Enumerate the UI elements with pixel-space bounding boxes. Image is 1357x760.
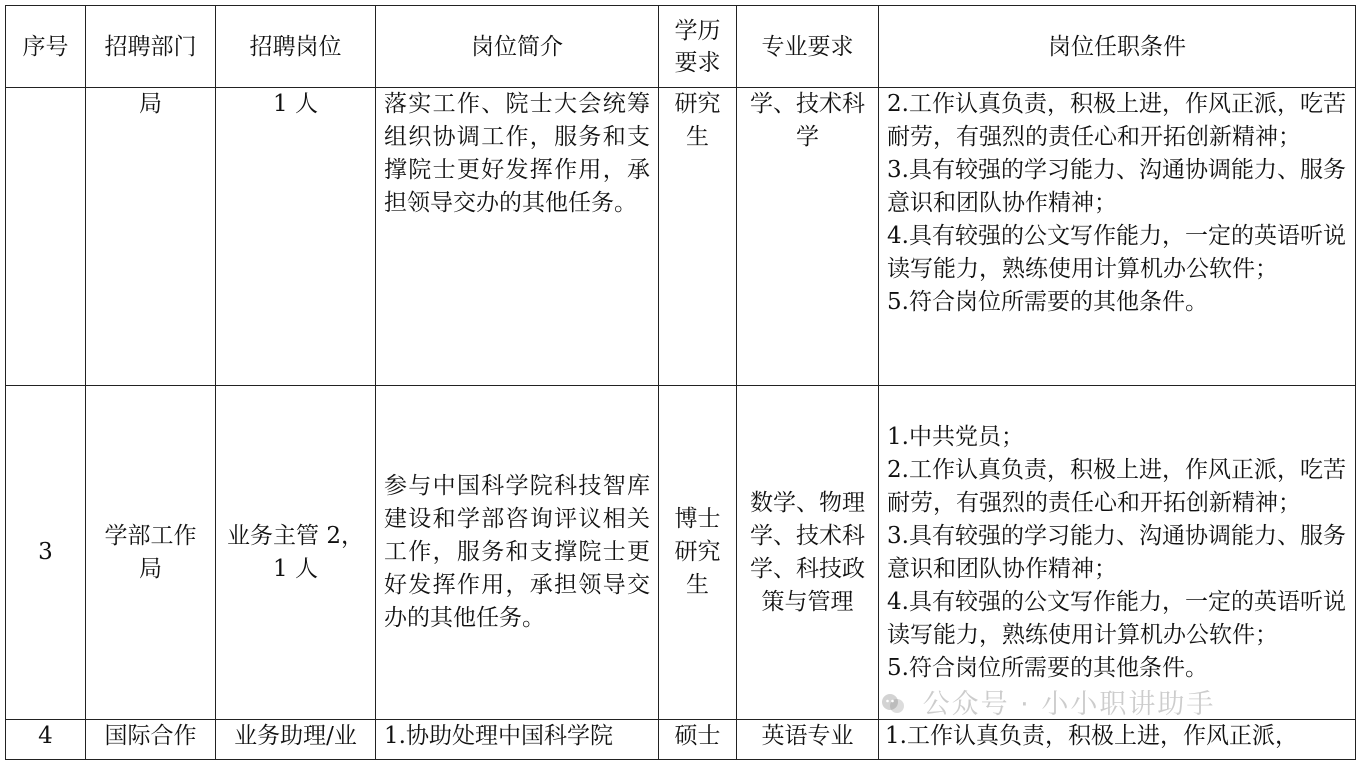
header-seq: 序号 <box>6 6 86 88</box>
condition-item: 3.具有较强的学习能力、沟通协调能力、服务意识和团队协作精神； <box>887 522 1346 582</box>
condition-item: 5.符合岗位所需要的其他条件。 <box>887 654 1208 681</box>
cell-dept: 局 <box>86 88 216 386</box>
condition-item: 1.中共党员； <box>887 423 1024 450</box>
watermark <box>880 682 1215 721</box>
condition-item: 5.符合岗位所需要的其他条件。 <box>887 289 1208 315</box>
cell-major: 英语专业 <box>737 720 879 760</box>
cell-major: 数学、物理学、技术科学、科技政策与管理 <box>737 386 879 720</box>
cell-conditions: 1.工作认真负责，积极上进，作风正派， <box>879 720 1356 760</box>
table-row <box>6 88 1356 386</box>
cell-intro: 1.协助处理中国科学院 <box>376 720 659 760</box>
condition-item: 4.具有较强的公文写作能力，一定的英语听说读写能力，熟练使用计算机办公软件； <box>887 588 1346 648</box>
condition-item: 4.具有较强的公文写作能力，一定的英语听说读写能力，熟练使用计算机办公软件； <box>887 223 1346 282</box>
cell-intro: 落实工作、院士大会统筹组织协调工作，服务和支撑院士更好发挥作用，承担领导交办的其他任务。 <box>376 88 659 386</box>
condition-item: 2.工作认真负责，积极上进，作风正派，吃苦耐劳，有强烈的责任心和开拓创新精神； <box>887 456 1346 516</box>
cell-post: 业务助理/业 <box>216 720 376 760</box>
cell-edu: 硕士 <box>659 720 737 760</box>
cell-intro: 参与中国科学院科技智库建设和学部咨询评议相关工作，服务和支撑院士更好发挥作用，承担领导交办的其他任务。 <box>376 386 659 720</box>
table-row <box>6 720 1356 760</box>
cell-major: 学、技术科学 <box>737 88 879 386</box>
wechat-icon <box>880 691 906 717</box>
cell-seq: 3 <box>6 386 86 720</box>
header-dept: 招聘部门 <box>86 6 216 88</box>
header-post: 招聘岗位 <box>216 6 376 88</box>
condition-item: 2.工作认真负责，积极上进，作风正派，吃苦耐劳，有强烈的责任心和开拓创新精神； <box>887 91 1346 150</box>
cell-edu: 研究生 <box>659 88 737 386</box>
header-major: 专业要求 <box>737 6 879 88</box>
cell-seq: 4 <box>6 720 86 760</box>
cell-post: 业务主管 2，1 人 <box>216 386 376 720</box>
cell-post: 1 人 <box>216 88 376 386</box>
cell-dept: 国际合作 <box>86 720 216 760</box>
header-row <box>6 6 1356 88</box>
cell-conditions <box>879 88 1356 386</box>
watermark-text: 公众号 · 小小职讲助手 <box>922 689 1216 720</box>
header-edu: 学历要求 <box>659 6 737 88</box>
table-row <box>6 386 1356 720</box>
cell-seq <box>6 88 86 386</box>
cell-dept: 学部工作局 <box>86 386 216 720</box>
cell-edu: 博士研究生 <box>659 386 737 720</box>
condition-item: 3.具有较强的学习能力、沟通协调能力、服务意识和团队协作精神； <box>887 157 1346 216</box>
header-cond: 岗位任职条件 <box>879 6 1356 88</box>
header-intro: 岗位简介 <box>376 6 659 88</box>
recruitment-table <box>5 5 1356 760</box>
cell-conditions <box>879 386 1356 720</box>
